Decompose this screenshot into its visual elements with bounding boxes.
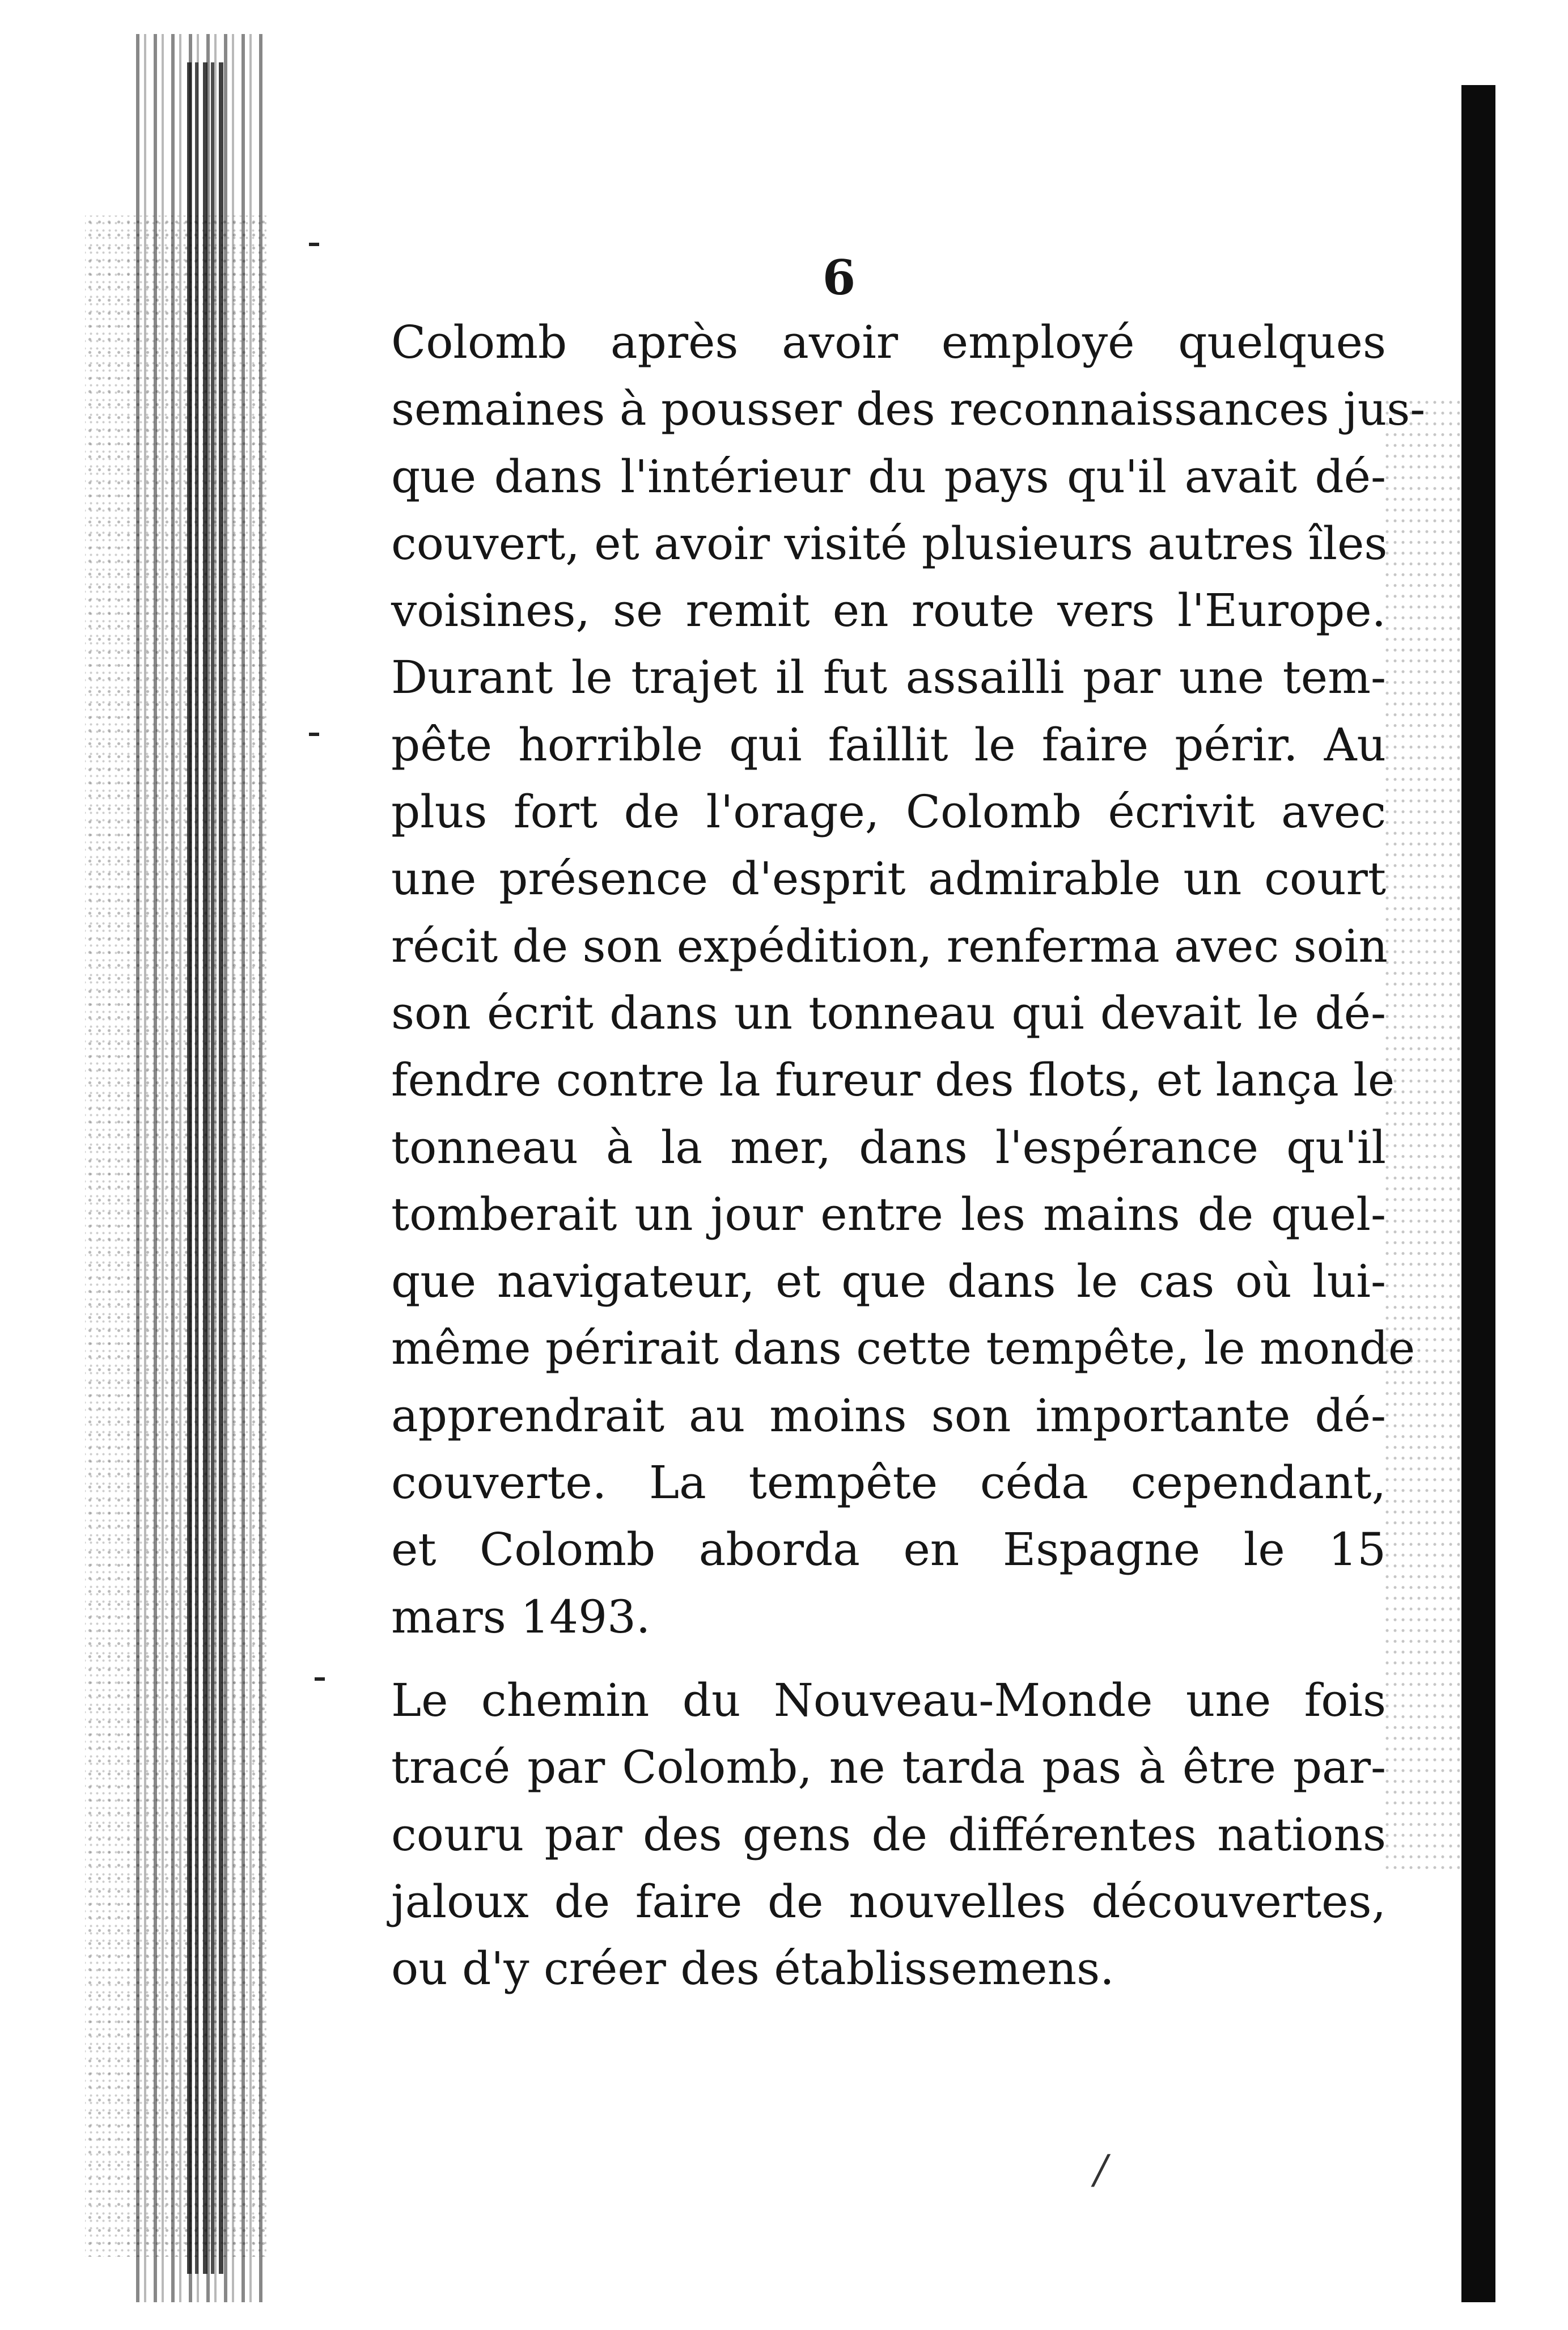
text-line: pête horrible qui faillit le faire périr. Au — [391, 718, 1386, 771]
text-line: récit de son expédition, renferma avec soin — [391, 919, 1388, 972]
text-line: Durant le trajet il fut assailli par une tem- — [391, 651, 1386, 704]
text-line: que navigateur, et que dans le cas où lui- — [391, 1255, 1386, 1308]
text-line: couverte. La tempête céda cependant, — [391, 1456, 1386, 1509]
text-line: tracé par Colomb, ne tarda pas à être par- — [391, 1741, 1386, 1794]
text-line: ou d'y créer des établissemens. — [391, 1942, 1114, 1995]
body-text — [391, 309, 1426, 2002]
text-line: semaines à pousser des reconnaissances jus- — [391, 383, 1426, 436]
text-line: voisines, se remit en route vers l'Europe. — [391, 584, 1386, 637]
left-scan-noise — [85, 215, 266, 2257]
text-line: Le chemin du Nouveau-Monde une fois — [391, 1673, 1386, 1727]
page-number: 6 — [822, 250, 856, 306]
margin-mark — [309, 733, 319, 736]
paragraph — [391, 309, 1426, 1651]
stray-pen-mark: / — [1094, 2146, 1108, 2193]
text-line: et Colomb aborda en Espagne le 15 — [391, 1523, 1386, 1576]
text-line: tomberait un jour entre les mains de quel- — [391, 1187, 1386, 1241]
paragraph — [391, 1667, 1386, 2002]
text-line: apprendrait au moins son importante dé- — [391, 1389, 1386, 1442]
text-line: plus fort de l'orage, Colomb écrivit avec — [391, 785, 1386, 839]
text-line: mars 1493. — [391, 1590, 651, 1643]
margin-mark — [315, 1677, 325, 1681]
text-line: tonneau à la mer, dans l'espérance qu'il — [391, 1120, 1386, 1174]
right-page-edge — [1461, 85, 1495, 2302]
text-line: son écrit dans un tonneau qui devait le dé- — [391, 986, 1386, 1039]
text-line: que dans l'intérieur du pays qu'il avait dé- — [391, 450, 1386, 503]
text-line: jaloux de faire de nouvelles découvertes, — [391, 1875, 1386, 1928]
text-line: Colomb après avoir employé quelques — [391, 316, 1386, 369]
text-line: même périrait dans cette tempête, le monde — [391, 1322, 1416, 1375]
text-line: couvert, et avoir visité plusieurs autres îles — [391, 517, 1388, 570]
text-line: couru par des gens de différentes nations — [391, 1808, 1386, 1861]
margin-mark — [309, 243, 319, 246]
right-scan-noise — [1383, 397, 1460, 1871]
text-line: fendre contre la fureur des flots, et lança le — [391, 1054, 1395, 1107]
text-line: une présence d'esprit admirable un court — [391, 852, 1386, 906]
